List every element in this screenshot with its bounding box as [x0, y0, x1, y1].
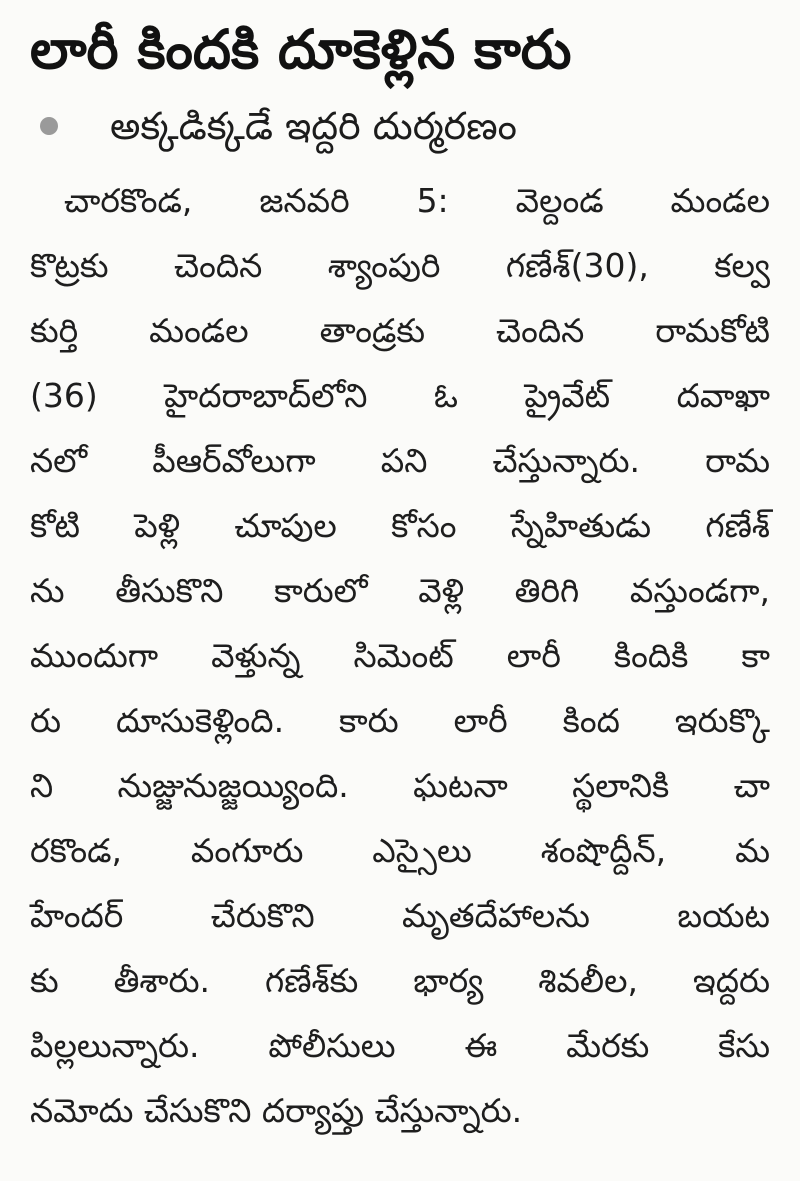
body-line: ముందుగా వెళ్తున్న సిమెంట్ లారీ కిందికి కా: [30, 636, 770, 675]
body-line: నలో పీఆర్‌వోలుగా పని చేస్తున్నారు. రామ: [30, 441, 770, 480]
subheadline: అక్కడిక్కడే ఇద్దరి దుర్మరణం: [110, 104, 517, 148]
body-line: కొట్రకు చెందిన శ్యాంపురి గణేశ్(30), కల్వ: [30, 246, 770, 285]
body-line: కు తీశారు. గణేశ్‌కు భార్య శివలీల, ఇద్దరు: [30, 961, 770, 1000]
body-line: కుర్తి మండల తాండ్రకు చెందిన రామకోటి: [30, 311, 770, 350]
body-line: రకొండ, వంగూరు ఎస్సైలు శంషొద్దీన్, మ: [30, 831, 770, 870]
body-line: రు దూసుకెళ్లింది. కారు లారీ కింద ఇరుక్కొ: [30, 701, 770, 740]
body-line: ను తీసుకొని కారులో వెళ్లి తిరిగి వస్తుండగా,: [30, 571, 770, 610]
body-line: నమోదు చేసుకొని దర్యాప్తు చేస్తున్నారు.: [30, 1091, 523, 1130]
body-line: పిల్లలున్నారు. పోలీసులు ఈ మేరకు కేసు: [30, 1026, 770, 1065]
body-line: చారకొండ, జనవరి 5: వెల్దండ మండల: [64, 181, 770, 220]
body-line: కోటి పెళ్లి చూపుల కోసం స్నేహితుడు గణేశ్: [30, 506, 770, 545]
bullet-icon: [40, 117, 58, 135]
subheadline-row: [30, 96, 770, 156]
headline: లారీ కిందకి దూకెళ్లిన కారు: [30, 18, 572, 81]
body-line: హేందర్ చేరుకొని మృతదేహాలను బయట: [30, 896, 770, 935]
body-line: (36) హైదరాబాద్‌లోని ఓ ప్రైవేట్ దవాఖా: [30, 376, 770, 415]
article-body: [30, 168, 770, 1143]
body-line: ని నుజ్జునుజ్జయ్యింది. ఘటనా స్థలానికి చా: [30, 766, 770, 805]
